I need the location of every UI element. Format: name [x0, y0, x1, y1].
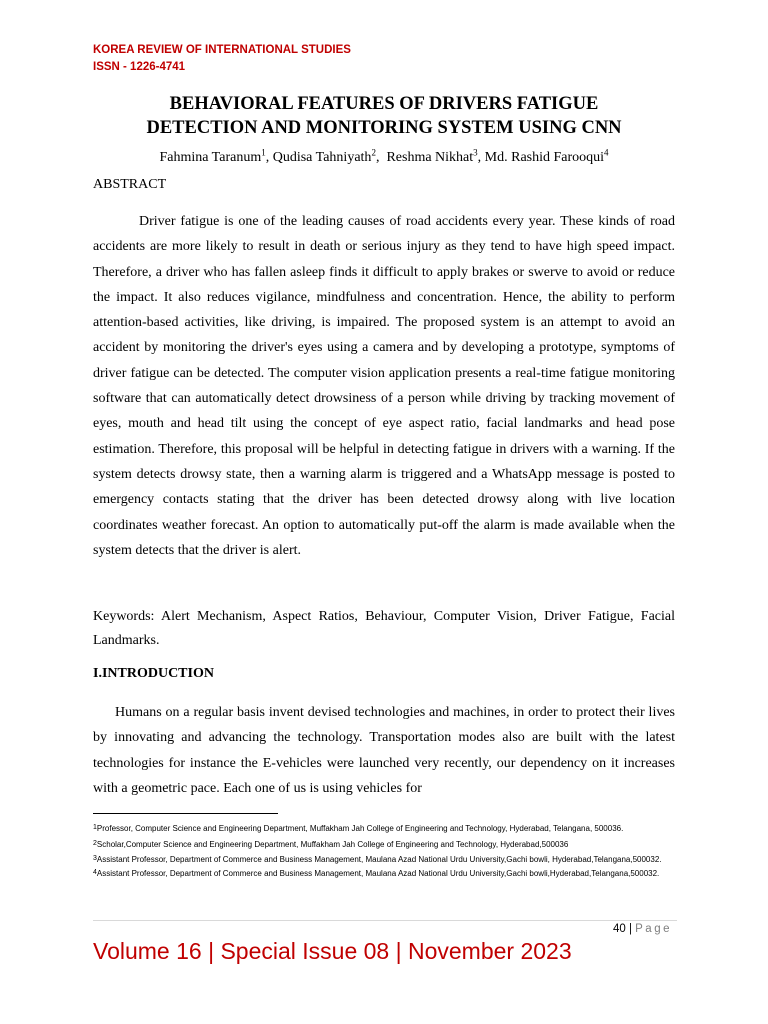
author-name: Md. Rashid Farooqui [484, 150, 605, 165]
page-number: 40 [612, 923, 626, 935]
author-name: Qudisa Tahniyath [272, 150, 372, 165]
author-separator: , [477, 150, 485, 165]
abstract-body: Driver fatigue is one of the leading causes of road accidents every year. These kinds of road accidents are more likely to result in death or serious injury as they tend to have high speed impact. Therefore, a driver who has fallen asleep finds it difficult to apply brakes or swerve to avoid or reduce the impact. It also reduces vigilance, mindfulness and concentration. Hence, the ability to perform attention-based activities, like driving, is impaired. The proposed system is an attempt to avoid an accident by monitoring the driver's eyes using a camera and by developing a prototype, symptoms of driver fatigue can be detected. The computer vision application presents a real-time fatigue monitoring software that can automatically detect drowsiness of a person while driving by tracking movement of eyes, mouth and head tilt using the concept of eye aspect ratio, facial landmarks and head pose estimation. Therefore, this proposal will be helpful in detecting fatigue in drivers with a warning. If the system detects drowsy state, then a warning alarm is triggered and a WhatsApp message is posted to emergency contacts stating that the driver has been detected drowsy along with live location coordinates weather forecast. An option to automatically put-off the alarm is made available when the system detects that the driver is alert. [93, 214, 675, 558]
journal-name: KOREA REVIEW OF INTERNATIONAL STUDIES [93, 44, 351, 56]
paper-title-line-2: DETECTION AND MONITORING SYSTEM USING CNN [146, 118, 622, 138]
footnote-divider [93, 813, 278, 814]
footnote-number: 4 [93, 868, 97, 876]
author-affiliation-mark: 2 [371, 147, 376, 158]
author-name: Reshma Nikhat [386, 150, 474, 165]
footnote-text: Professor, Computer Science and Engineering Department, Muffakham Jah College of Engineering and Technology, Hyderabad, Telangana, 500036. [96, 824, 624, 833]
introduction-body: Humans on a regular basis invent devised technologies and machines, in order to protect their lives by innovating and advancing the technology. Transportation modes also are built with the latest technologies for instance the E-vehicles were launched very recently, our dependency on it increases with a geometric pace. Each one of us is using vehicles for [93, 705, 675, 796]
footnote-number: 1 [93, 824, 97, 831]
page-number-footer [613, 923, 672, 935]
footnote [93, 867, 673, 880]
author-affiliation-mark: 1 [261, 147, 266, 158]
paper-title-line-1: BEHAVIORAL FEATURES OF DRIVERS FATIGUE [169, 94, 599, 114]
abstract-heading: ABSTRACT [93, 177, 167, 192]
page-separator: | [628, 923, 632, 935]
footnote [93, 853, 673, 866]
footnotes [93, 822, 673, 882]
paper-title [93, 92, 675, 140]
keywords: Keywords: Alert Mechanism, Aspect Ratios, Behaviour, Computer Vision, Driver Fatigue, Facial Landmarks. [93, 609, 675, 648]
author-name: Fahmina Taranum [159, 150, 262, 165]
footnote [93, 822, 673, 835]
footnote-number: 3 [93, 855, 97, 863]
introduction-heading: I.INTRODUCTION [93, 666, 214, 681]
page-footer-divider [93, 920, 677, 921]
author-list [93, 149, 675, 167]
author-separator: , [265, 150, 273, 165]
footnote-text: Scholar,Computer Science and Engineering Department, Muffakham Jah College of Engineering and Technology, Hyderabad,500036 [96, 839, 569, 849]
volume-issue-footer: Volume 16 | Special Issue 08 | November 2023 [93, 938, 572, 964]
author-affiliation-mark: 4 [604, 147, 609, 158]
footnote-text: Assistant Professor, Department of Commerce and Business Management, Maulana Azad National Urdu University,Gachi bowli, Hyderabad,Telangana,500032. [96, 855, 662, 865]
footnote [93, 838, 673, 851]
footnote-text: Assistant Professor, Department of Commerce and Business Management, Maulana Azad National Urdu University,Gachi bowli,Hyderabad,Telangana,500032. [96, 868, 660, 878]
journal-issn: ISSN - 1226-4741 [93, 61, 186, 73]
author-separator: , [375, 150, 387, 165]
footnote-number: 2 [93, 839, 97, 847]
author-affiliation-mark: 3 [473, 147, 478, 158]
page-label: Page [635, 923, 672, 935]
